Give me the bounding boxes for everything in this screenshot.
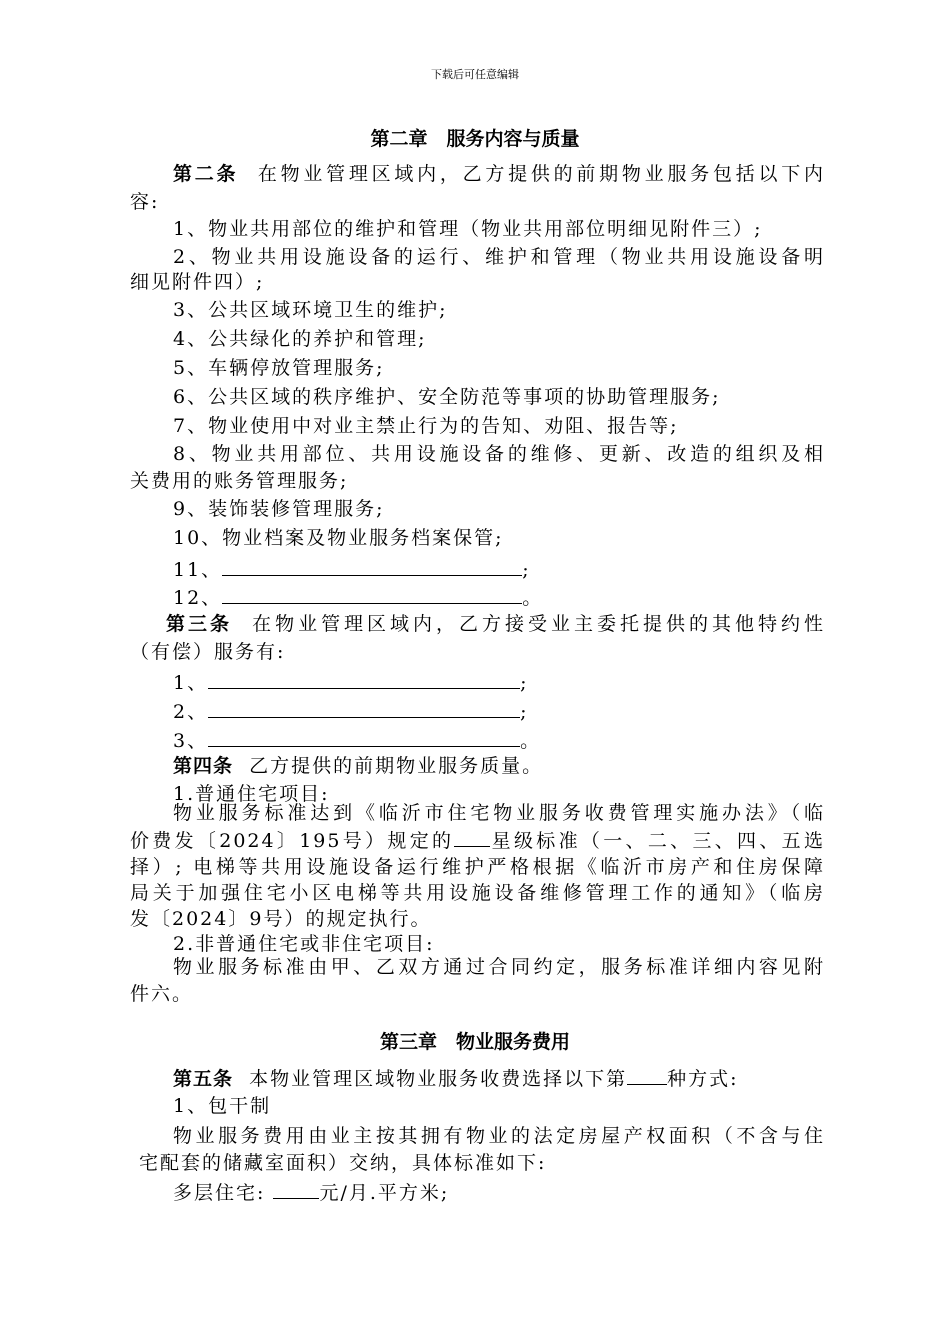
list-item: 6、公共区域的秩序维护、安全防范等事项的协助管理服务; <box>173 386 721 408</box>
paragraph-line: 件六。 <box>130 983 194 1005</box>
fee-unit: 元/月.平方米; <box>319 1182 450 1204</box>
blank-item-11 <box>173 553 825 584</box>
blank-item <box>173 666 825 697</box>
article-4-label: 第四条 <box>173 755 234 777</box>
list-item: 9、装饰装修管理服务; <box>173 498 385 520</box>
fee-line-multistorey <box>173 1178 825 1207</box>
paragraph-line <box>130 826 825 855</box>
item-number: 11、 <box>173 559 223 581</box>
article-3-label: 第三条 <box>166 613 232 635</box>
list-item-continuation: 关费用的账务管理服务; <box>130 470 349 492</box>
page-header-note: 下载后可任意编辑 <box>431 68 519 81</box>
paragraph-line: 择）; 电梯等共用设施设备运行维护严格根据《临沂市房产和住房保障 <box>130 856 825 878</box>
list-item-continuation: 细见附件四）; <box>130 271 265 293</box>
list-item: 5、车辆停放管理服务; <box>173 357 385 379</box>
paragraph-line: 局关于加强住宅小区电梯等共用设施设备维修管理工作的通知》（临房 <box>130 882 825 904</box>
list-item: 8、物业共用部位、共用设施设备的维修、更新、改造的组织及相 <box>173 443 825 465</box>
item-end: 。 <box>522 587 544 609</box>
list-item: 1、包干制 <box>173 1095 272 1117</box>
fill-in-blank[interactable] <box>222 581 522 604</box>
subsection-heading: 2.非普通住宅或非住宅项目: <box>173 933 435 955</box>
item-number: 12、 <box>173 587 223 609</box>
list-item: 1、物业共用部位的维护和管理（物业共用部位明细见附件三）; <box>173 218 763 240</box>
fee-label: 多层住宅: <box>173 1182 266 1204</box>
item-end: ; <box>522 559 531 581</box>
paragraph-line: 物业服务标准由甲、乙双方通过合同约定，服务标准详细内容见附 <box>173 956 825 978</box>
item-end: ; <box>520 701 529 723</box>
article-5-text: 本物业管理区域物业服务收费选择以下第 <box>249 1068 628 1090</box>
fill-in-blank[interactable] <box>208 695 520 718</box>
article-2-line-2: 容: <box>130 191 160 213</box>
blank-item-12 <box>173 581 825 612</box>
fill-in-blank[interactable] <box>208 724 520 747</box>
paragraph-line: 物业服务费用由业主按其拥有物业的法定房屋产权面积（不含与住 <box>173 1125 825 1147</box>
list-item: 3、公共区域环境卫生的维护; <box>173 299 448 321</box>
fill-in-blank[interactable] <box>222 553 522 576</box>
article-3-line-2: （有偿）服务有: <box>130 641 286 663</box>
method-number-blank[interactable] <box>627 1064 667 1085</box>
list-item: 2、物业共用设施设备的运行、维护和管理（物业共用设施设备明 <box>173 246 825 268</box>
paragraph-line: 物业服务标准达到《临沂市住宅物业服务收费管理实施办法》（临 <box>173 802 825 824</box>
chapter-3-title: 第三章 物业服务费用 <box>379 1031 570 1053</box>
item-end: 。 <box>520 730 542 752</box>
paragraph-text: 价费发〔2024〕195号）规定的 <box>130 830 455 852</box>
blank-item <box>173 724 825 755</box>
article-4-text: 乙方提供的前期物业服务质量。 <box>249 755 544 777</box>
subsection-heading: 1.普通住宅项目: <box>173 783 330 805</box>
paragraph-line: 发〔2024〕9号）的规定执行。 <box>130 908 432 930</box>
fee-amount-blank[interactable] <box>273 1178 319 1199</box>
list-item: 7、物业使用中对业主禁止行为的告知、劝阻、报告等; <box>173 415 679 437</box>
article-2-text: 在物业管理区域内，乙方提供的前期物业服务包括以下内 <box>257 163 825 185</box>
item-number: 3、 <box>173 730 209 752</box>
blank-item <box>173 695 825 726</box>
paragraph-text: 星级标准（一、二、三、四、五选 <box>490 830 825 852</box>
article-5-label: 第五条 <box>173 1068 234 1090</box>
list-item: 10、物业档案及物业服务档案保管; <box>173 527 504 549</box>
article-2-label: 第二条 <box>173 163 239 185</box>
star-level-blank[interactable] <box>454 826 490 847</box>
article-5-text: 种方式: <box>667 1068 739 1090</box>
article-5-line-1 <box>173 1064 825 1093</box>
paragraph-line: 宅配套的储藏室面积）交纳，具体标准如下: <box>139 1152 547 1174</box>
fill-in-blank[interactable] <box>208 666 520 689</box>
item-number: 2、 <box>173 701 209 723</box>
article-3-line-1 <box>166 610 825 638</box>
article-2-line-1 <box>173 160 825 188</box>
article-3-text: 在物业管理区域内，乙方接受业主委托提供的其他特约性 <box>252 613 825 635</box>
chapter-2-title: 第二章 服务内容与质量 <box>370 128 580 150</box>
list-item: 4、公共绿化的养护和管理; <box>173 328 427 350</box>
article-4-line-1 <box>173 752 825 780</box>
item-end: ; <box>520 672 529 694</box>
item-number: 1、 <box>173 672 209 694</box>
